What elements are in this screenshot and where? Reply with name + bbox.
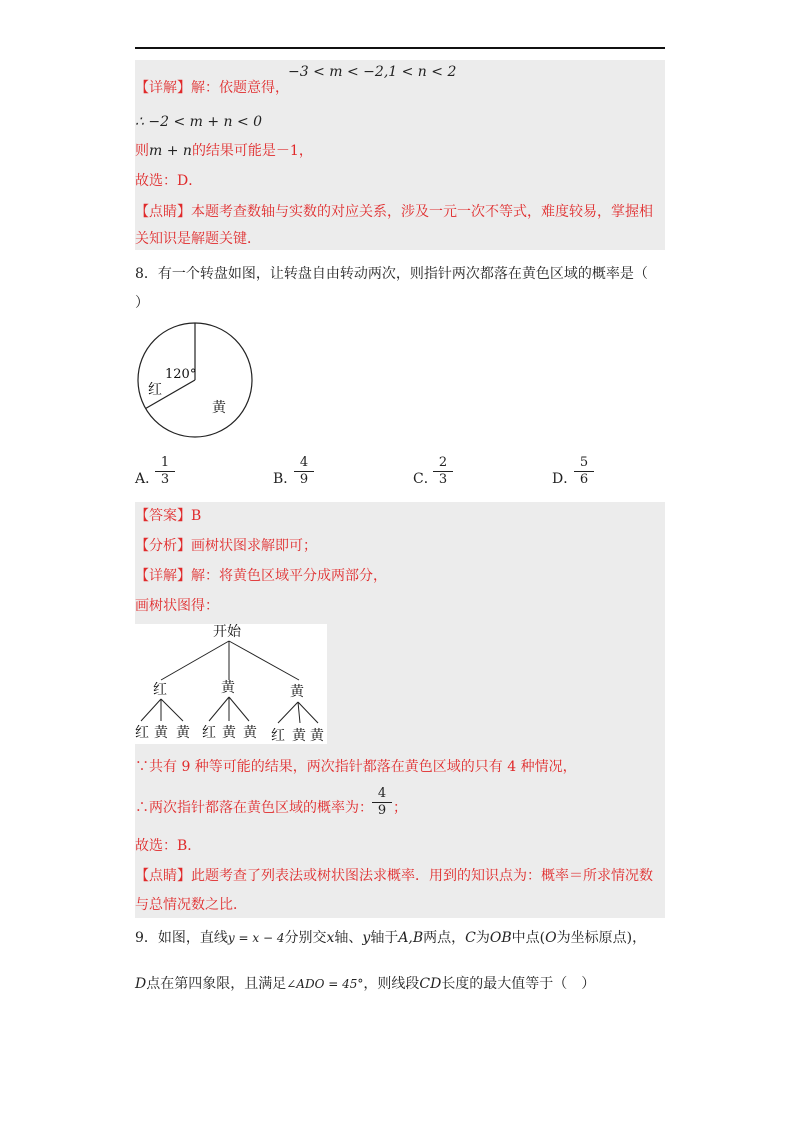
q8-because-line: ∵共有 9 种等可能的结果，两次指针都落在黄色区域的只有 4 种情况， <box>135 759 577 775</box>
tree-leaf-3-3: 黄 <box>310 728 324 744</box>
q8-tree-intro: 画树状图得： <box>135 598 219 614</box>
q8-therefore-fraction: $\frac{4}{9}$ <box>372 787 392 818</box>
q8-therefore-suffix: ； <box>393 800 407 816</box>
spinner-red-label: 红 <box>148 382 162 398</box>
tree-edge-2-1 <box>209 697 229 721</box>
option-c-fraction: $\frac{2}{3}$ <box>433 456 453 487</box>
q7-comment-line2: 关知识是解题关键． <box>135 231 261 247</box>
tree-leaf-1-1: 红 <box>135 725 149 741</box>
q8-answer-line: 【答案】B <box>135 508 202 524</box>
tree-leaf-3-1: 红 <box>271 728 285 744</box>
q8-comment-line2: 与总情况数之比． <box>135 897 247 913</box>
option-a-letter: A． <box>135 471 160 487</box>
tree-edge-root-1 <box>161 641 229 680</box>
tree-edge-1-1 <box>141 699 161 721</box>
header-rule <box>135 47 665 49</box>
inequality-top: −3 < m < −2,1 < n < 2 <box>288 64 457 80</box>
q8-detail-line: 【详解】解：将黄色区域平分成两部分， <box>135 568 387 584</box>
tree-leaf-2-2: 黄 <box>222 725 236 741</box>
q8-therefore-line: ∴两次指针都落在黄色区域的概率为： <box>135 800 373 816</box>
tree-edge-3-1 <box>278 702 298 723</box>
q9-line2: D点在第四象限，且满足∠ADO = 45°，则线段CD长度的最大值等于（ ） <box>135 976 596 992</box>
tree-edge-2-3 <box>229 697 249 721</box>
tree-leaf-1-3: 黄 <box>176 725 190 741</box>
q9-line1: 9．如图，直线y = x − 4分别交x轴、y轴于A,B两点，C为OB中点(O为坐标原点)， <box>135 930 647 946</box>
tree-edge-1-3 <box>161 699 183 721</box>
tree-leaf-2-1: 红 <box>202 725 216 741</box>
spinner-angle-label: 120° <box>165 367 197 382</box>
tree-leaf-1-2: 黄 <box>154 725 168 741</box>
tree-edge-3-2 <box>298 702 300 723</box>
tree-branch-3: 黄 <box>290 684 304 700</box>
q7-answer-line: 故选：D． <box>135 173 203 189</box>
q8-stem-line2: ） <box>135 295 149 311</box>
tree-branch-1: 红 <box>153 682 167 698</box>
tree-leaf-2-3: 黄 <box>243 725 257 741</box>
option-d-fraction: $\frac{5}{6}$ <box>574 456 594 487</box>
q8-choose-line: 故选：B． <box>135 838 202 854</box>
tree-edge-3-3 <box>298 702 318 723</box>
option-a-fraction: $\frac{1}{3}$ <box>155 456 175 487</box>
option-b-letter: B． <box>273 471 298 487</box>
tree-root: 开始 <box>213 624 241 640</box>
spinner-yellow-label: 黄 <box>212 400 226 416</box>
tree-edge-root-3 <box>229 641 299 680</box>
q7-result-line: 则m + n的结果可能是－1， <box>135 143 313 159</box>
q7-detail-label: 【详解】解：依题意得， <box>135 80 289 96</box>
q8-stem-line1: 8．有一个转盘如图，让转盘自由转动两次，则指针两次都落在黄色区域的概率是（ <box>135 266 648 282</box>
tree-leaf-3-2: 黄 <box>292 728 306 744</box>
tree-diagram-panel <box>135 624 327 744</box>
tree-branch-2: 黄 <box>221 680 235 696</box>
option-c-letter: C． <box>413 471 438 487</box>
q8-comment-line1: 【点睛】此题考查了列表法或树状图法求概率．用到的知识点为：概率＝所求情况数 <box>135 868 653 884</box>
q7-therefore-line: ∴ −2 < m + n < 0 <box>135 114 263 130</box>
tree-diagram <box>135 624 327 744</box>
option-b-fraction: $\frac{4}{9}$ <box>294 456 314 487</box>
spinner-diagram <box>135 320 265 444</box>
option-d-letter: D． <box>552 471 578 487</box>
q7-comment-line1: 【点睛】本题考查数轴与实数的对应关系，涉及一元一次不等式，难度较易，掌握相 <box>135 204 653 220</box>
q8-analysis-line: 【分析】画树状图求解即可； <box>135 538 317 554</box>
